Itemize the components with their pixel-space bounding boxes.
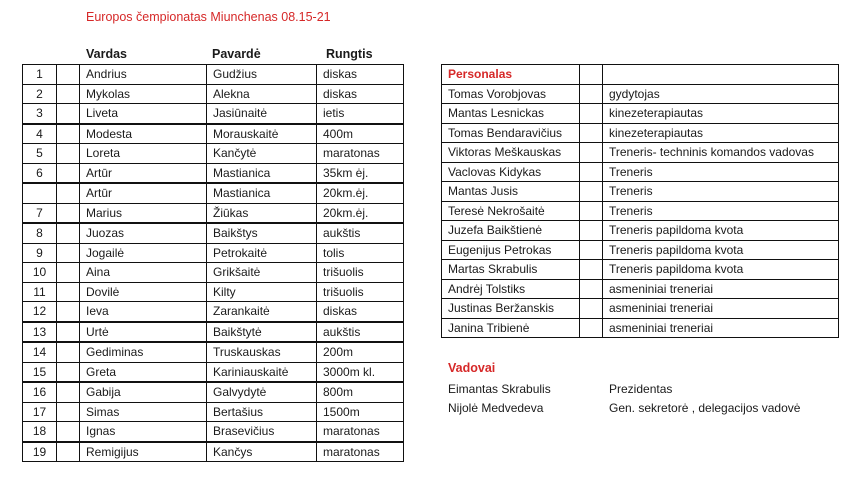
- staff-role: Treneris- techninis komandos vadovas: [603, 143, 839, 163]
- athlete-row: [23, 104, 404, 124]
- athlete-number: 5: [23, 144, 57, 164]
- athlete-last-name: Mastianica: [207, 183, 317, 203]
- staff-role: Treneris: [603, 201, 839, 221]
- athlete-spacer: [57, 84, 80, 104]
- athlete-first-name: Remigijus: [80, 442, 207, 462]
- staff-name: Mantas Lesnickas: [442, 104, 580, 124]
- staff-row: [442, 240, 839, 260]
- athlete-spacer: [57, 282, 80, 302]
- athlete-event: 1500m: [317, 402, 404, 422]
- staff-name: Mantas Jusis: [442, 182, 580, 202]
- staff-spacer: [580, 221, 603, 241]
- athlete-last-name: Truskauskas: [207, 342, 317, 362]
- leader-row: [448, 382, 848, 400]
- header-rungtis: Rungtis: [326, 47, 373, 61]
- staff-spacer: [580, 279, 603, 299]
- staff-spacer: [580, 182, 603, 202]
- athlete-first-name: Ignas: [80, 422, 207, 442]
- athlete-number: 12: [23, 302, 57, 322]
- athlete-spacer: [57, 65, 80, 85]
- athlete-event: tolis: [317, 243, 404, 263]
- athlete-first-name: Jogailė: [80, 243, 207, 263]
- athlete-number: 9: [23, 243, 57, 263]
- athlete-row: [23, 124, 404, 144]
- athlete-event: ietis: [317, 104, 404, 124]
- staff-title: Personalas: [442, 65, 580, 85]
- athlete-row: [23, 263, 404, 283]
- athlete-last-name: Brasevičius: [207, 422, 317, 442]
- athlete-first-name: Loreta: [80, 144, 207, 164]
- athlete-spacer: [57, 362, 80, 382]
- athlete-first-name: Urtė: [80, 322, 207, 343]
- athlete-last-name: Jasiūnaitė: [207, 104, 317, 124]
- athlete-row: [23, 402, 404, 422]
- staff-role: Treneris papildoma kvota: [603, 240, 839, 260]
- athlete-number: 10: [23, 263, 57, 283]
- athlete-number: 16: [23, 382, 57, 402]
- staff-role: gydytojas: [603, 84, 839, 104]
- athlete-last-name: Galvydytė: [207, 382, 317, 402]
- athlete-last-name: Petrokaitė: [207, 243, 317, 263]
- athlete-first-name: Modesta: [80, 124, 207, 144]
- athlete-number: 4: [23, 124, 57, 144]
- staff-table: [441, 64, 839, 338]
- header-vardas: Vardas: [86, 47, 128, 61]
- athlete-last-name: Kariniauskaitė: [207, 362, 317, 382]
- athlete-last-name: Zarankaitė: [207, 302, 317, 322]
- athlete-event: maratonas: [317, 144, 404, 164]
- athlete-spacer: [57, 104, 80, 124]
- athlete-event: 20km.ėj.: [317, 183, 404, 203]
- staff-spacer: [580, 123, 603, 143]
- athlete-spacer: [57, 243, 80, 263]
- athlete-number: 17: [23, 402, 57, 422]
- athlete-spacer: [57, 342, 80, 362]
- athlete-number: 8: [23, 223, 57, 243]
- athlete-spacer: [57, 422, 80, 442]
- staff-spacer: [580, 260, 603, 280]
- athlete-spacer: [57, 382, 80, 402]
- staff-row: [442, 279, 839, 299]
- leader-role: Prezidentas: [609, 382, 673, 396]
- athlete-event: maratonas: [317, 422, 404, 442]
- athlete-row: [23, 362, 404, 382]
- athlete-last-name: Bertašius: [207, 402, 317, 422]
- athlete-last-name: Morauskaitė: [207, 124, 317, 144]
- athlete-first-name: Marius: [80, 203, 207, 223]
- athlete-row: [23, 163, 404, 183]
- staff-name: Eugenijus Petrokas: [442, 240, 580, 260]
- athlete-number: 3: [23, 104, 57, 124]
- athlete-row: [23, 84, 404, 104]
- staff-row: [442, 260, 839, 280]
- athlete-number: 11: [23, 282, 57, 302]
- staff-name: Tomas Vorobjovas: [442, 84, 580, 104]
- athlete-first-name: Andrius: [80, 65, 207, 85]
- athlete-spacer: [57, 203, 80, 223]
- staff-name: Janina Tribienė: [442, 318, 580, 338]
- staff-role: Treneris papildoma kvota: [603, 221, 839, 241]
- athlete-first-name: Simas: [80, 402, 207, 422]
- staff-role: asmeniniai treneriai: [603, 299, 839, 319]
- athlete-spacer: [57, 144, 80, 164]
- athlete-number: [23, 183, 57, 203]
- athlete-spacer: [57, 124, 80, 144]
- athlete-spacer: [57, 183, 80, 203]
- athlete-event: 35km ėj.: [317, 163, 404, 183]
- athlete-first-name: Ieva: [80, 302, 207, 322]
- athlete-spacer: [57, 163, 80, 183]
- athlete-first-name: Aina: [80, 263, 207, 283]
- athlete-event: aukštis: [317, 223, 404, 243]
- athlete-number: 7: [23, 203, 57, 223]
- header-pavarde: Pavardė: [212, 47, 261, 61]
- athlete-event: trišuolis: [317, 263, 404, 283]
- athlete-event: aukštis: [317, 322, 404, 343]
- staff-name: Andrėj Tolstiks: [442, 279, 580, 299]
- staff-row: [442, 318, 839, 338]
- staff-row: [442, 182, 839, 202]
- athlete-number: 14: [23, 342, 57, 362]
- staff-role: asmeniniai treneriai: [603, 279, 839, 299]
- athlete-event: diskas: [317, 65, 404, 85]
- athlete-row: [23, 302, 404, 322]
- athlete-number: 18: [23, 422, 57, 442]
- athletes-table: [22, 64, 404, 462]
- athlete-number: 15: [23, 362, 57, 382]
- athlete-row: [23, 223, 404, 243]
- athlete-row: [23, 382, 404, 402]
- staff-name: Vaclovas Kidykas: [442, 162, 580, 182]
- athlete-row: [23, 342, 404, 362]
- staff-spacer: [580, 84, 603, 104]
- athlete-first-name: Artūr: [80, 163, 207, 183]
- athlete-first-name: Liveta: [80, 104, 207, 124]
- athlete-last-name: Kančys: [207, 442, 317, 462]
- athlete-first-name: Mykolas: [80, 84, 207, 104]
- staff-role: asmeniniai treneriai: [603, 318, 839, 338]
- staff-row: [442, 162, 839, 182]
- athlete-first-name: Artūr: [80, 183, 207, 203]
- staff-name: Tomas Bendaravičius: [442, 123, 580, 143]
- athlete-event: 3000m kl.: [317, 362, 404, 382]
- athlete-row: [23, 144, 404, 164]
- staff-spacer: [580, 201, 603, 221]
- staff-row: [442, 221, 839, 241]
- athlete-last-name: Baikštys: [207, 223, 317, 243]
- staff-name: Martas Skrabulis: [442, 260, 580, 280]
- athlete-event: diskas: [317, 84, 404, 104]
- staff-name: Viktoras Meškauskas: [442, 143, 580, 163]
- athlete-first-name: Greta: [80, 362, 207, 382]
- athlete-event: trišuolis: [317, 282, 404, 302]
- athlete-event: 20km.ėj.: [317, 203, 404, 223]
- athlete-number: 19: [23, 442, 57, 462]
- staff-spacer: [580, 299, 603, 319]
- staff-name: Justinas Beržanskis: [442, 299, 580, 319]
- athlete-last-name: Baikštytė: [207, 322, 317, 343]
- athlete-event: 200m: [317, 342, 404, 362]
- athlete-last-name: Gudžius: [207, 65, 317, 85]
- staff-row: [442, 123, 839, 143]
- staff-row: [442, 299, 839, 319]
- leaders-title: Vadovai: [448, 361, 496, 375]
- athlete-number: 13: [23, 322, 57, 343]
- athlete-first-name: Dovilė: [80, 282, 207, 302]
- athlete-row: [23, 282, 404, 302]
- athlete-event: maratonas: [317, 442, 404, 462]
- leader-name: Nijolė Medvedeva: [448, 401, 544, 415]
- athlete-spacer: [57, 322, 80, 343]
- athlete-row: [23, 422, 404, 442]
- athlete-spacer: [57, 402, 80, 422]
- leader-role: Gen. sekretorė , delegacijos vadovė: [609, 401, 801, 415]
- athlete-event: 400m: [317, 124, 404, 144]
- athlete-row: [23, 183, 404, 203]
- athlete-event: 800m: [317, 382, 404, 402]
- athlete-first-name: Gabija: [80, 382, 207, 402]
- staff-spacer: [580, 240, 603, 260]
- athlete-spacer: [57, 263, 80, 283]
- leader-row: [448, 401, 848, 419]
- staff-name: Teresė Nekrošaitė: [442, 201, 580, 221]
- staff-row: [442, 143, 839, 163]
- staff-row: [442, 104, 839, 124]
- athlete-last-name: Mastianica: [207, 163, 317, 183]
- staff-header-row: [442, 65, 839, 85]
- staff-row: [442, 201, 839, 221]
- athlete-last-name: Kilty: [207, 282, 317, 302]
- athlete-number: 6: [23, 163, 57, 183]
- staff-row: [442, 84, 839, 104]
- athlete-row: [23, 442, 404, 462]
- athlete-last-name: Grikšaitė: [207, 263, 317, 283]
- athlete-first-name: Juozas: [80, 223, 207, 243]
- document-title: Europos čempionatas Miunchenas 08.15-21: [86, 10, 331, 24]
- staff-spacer: [580, 318, 603, 338]
- athlete-row: [23, 203, 404, 223]
- staff-spacer: [580, 104, 603, 124]
- athlete-row: [23, 65, 404, 85]
- staff-role: Treneris: [603, 162, 839, 182]
- athlete-event: diskas: [317, 302, 404, 322]
- staff-role: Treneris: [603, 182, 839, 202]
- staff-role: kinezeterapiautas: [603, 104, 839, 124]
- athlete-first-name: Gediminas: [80, 342, 207, 362]
- athlete-row: [23, 243, 404, 263]
- athlete-spacer: [57, 442, 80, 462]
- leader-name: Eimantas Skrabulis: [448, 382, 551, 396]
- athlete-spacer: [57, 302, 80, 322]
- athlete-spacer: [57, 223, 80, 243]
- staff-spacer: [580, 162, 603, 182]
- athlete-last-name: Žiūkas: [207, 203, 317, 223]
- athlete-last-name: Kančytė: [207, 144, 317, 164]
- staff-name: Juzefa Baikštienė: [442, 221, 580, 241]
- staff-spacer: [580, 143, 603, 163]
- staff-role: kinezeterapiautas: [603, 123, 839, 143]
- athlete-last-name: Alekna: [207, 84, 317, 104]
- athlete-row: [23, 322, 404, 343]
- athlete-number: 1: [23, 65, 57, 85]
- athlete-number: 2: [23, 84, 57, 104]
- staff-role: Treneris papildoma kvota: [603, 260, 839, 280]
